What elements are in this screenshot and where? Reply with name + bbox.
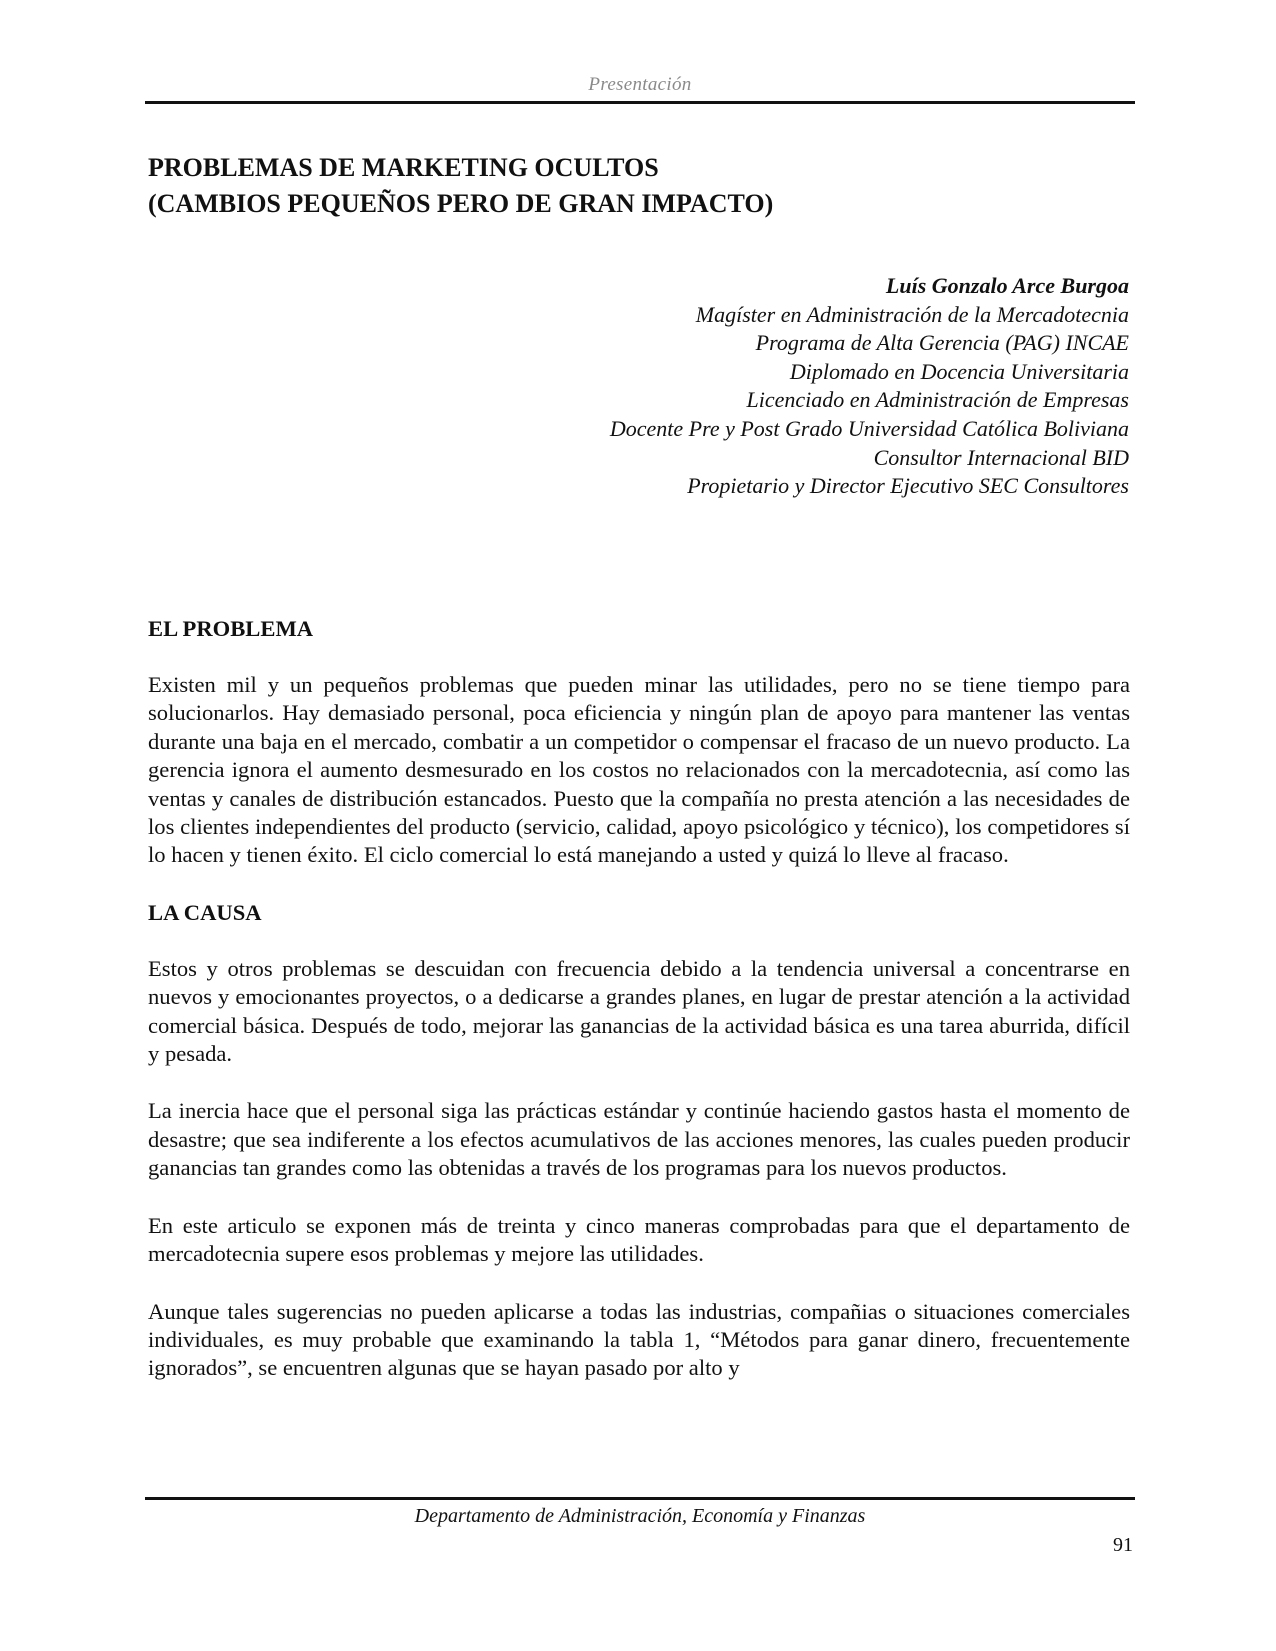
author-credential: Licenciado en Administración de Empresas (746, 387, 1129, 413)
title-line-1: PROBLEMAS DE MARKETING OCULTOS (148, 153, 659, 182)
author-credential: Docente Pre y Post Grado Universidad Católica Boliviana (609, 415, 1129, 441)
paragraph: Estos y otros problemas se descuidan con frecuencia debido a la tendencia universal a concentrarse en nuevos y emocionantes proyectos, o a dedicarse a grandes planes, en lugar de prestar atención a la actividad comercial básica. Después de todo, mejorar las ganancias de la actividad básica es una tarea aburrida, difícil y pesada. (148, 955, 1130, 1067)
author-credential: Propietario y Director Ejecutivo SEC Consultores (687, 473, 1129, 499)
author-name: Luís Gonzalo Arce Burgoa (885, 273, 1129, 298)
author-credential: Diplomado en Docencia Universitaria (789, 358, 1129, 384)
paragraph: Existen mil y un pequeños problemas que pueden minar las utilidades, pero no se tiene tiempo para solucionarlos. Hay demasiado personal, poca eficiencia y ningún plan de apoyo para mantener las ventas durante una baja en el mercado, combatir a un competidor o compensar el fracaso de un nuevo producto. La gerencia ignora el aumento desmesurado en los costos no relacionados con la mercadotecnia, así como las ventas y canales de distribución estancados. Puesto que la compañía no presta atención a las necesidades de los clientes independientes del producto (servicio, calidad, apoyo psicológico y técnico), los competidores sí lo hacen y tienen éxito. El ciclo comercial lo está manejando a usted y quizá lo lleve al fracaso. (148, 672, 1130, 868)
paragraph: La inercia hace que el personal siga las prácticas estándar y continúe haciendo gastos hasta el momento de desastre; que sea indiferente a los efectos acumulativos de las acciones menores, las cuales pueden producir ganancias tan grandes como las obtenidas a través de los programas para los nuevos productos. (148, 1098, 1130, 1181)
author-credential: Consultor Internacional BID (873, 444, 1129, 470)
article-body (148, 615, 1130, 1412)
paragraph: Aunque tales sugerencias no pueden aplicarse a todas las industrias, compañias o situaciones comerciales individuales, es muy probable que examinando la tabla 1, “Métodos para ganar dinero, frecuentemente ignorados”, se encuentren algunas que se hayan pasado por alto y (148, 1298, 1130, 1381)
paragraph: En este articulo se exponen más de treinta y cinco maneras comprobadas para que el departamento de mercadotecnia supere esos problemas y mejore las utilidades. (148, 1212, 1130, 1267)
page-number: 91 (1113, 1534, 1133, 1556)
section-heading-problema: EL PROBLEMA (148, 616, 314, 641)
section-heading-causa: LA CAUSA (148, 899, 262, 925)
author-credential: Programa de Alta Gerencia (PAG) INCAE (755, 330, 1129, 356)
running-footer: Departamento de Administración, Economía y Finanzas (414, 1505, 866, 1527)
header-rule (145, 101, 1135, 104)
footer-rule (145, 1497, 1135, 1500)
author-credential: Magíster en Administración de la Mercadotecnia (695, 301, 1129, 327)
running-header: Presentación (588, 74, 692, 95)
title-line-2: (CAMBIOS PEQUEÑOS PERO DE GRAN IMPACTO) (148, 189, 774, 218)
article-title (148, 150, 1128, 222)
author-block (329, 272, 1129, 501)
